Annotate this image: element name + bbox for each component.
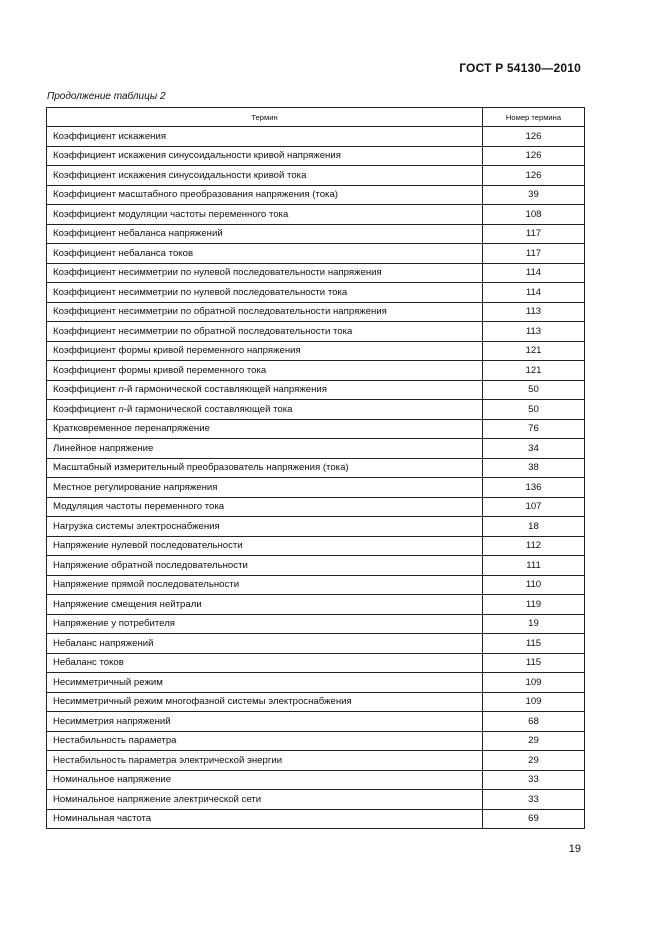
- term-number-cell: 113: [483, 302, 585, 322]
- term-number-cell: 117: [483, 244, 585, 264]
- table-row: [47, 439, 585, 459]
- terms-table: [46, 107, 585, 829]
- table-row: [47, 770, 585, 790]
- table-row: [47, 322, 585, 342]
- term-cell: Коэффициент несимметрии по нулевой последовательности тока: [47, 283, 483, 303]
- term-number-cell: 68: [483, 712, 585, 732]
- term-number-cell: 112: [483, 536, 585, 556]
- term-cell: Коэффициент искажения синусоидальности кривой тока: [47, 166, 483, 186]
- term-number-cell: 39: [483, 185, 585, 205]
- term-number-cell: 115: [483, 653, 585, 673]
- table-row: [47, 790, 585, 810]
- term-number-cell: 110: [483, 575, 585, 595]
- term-cell: Номинальное напряжение электрической сети: [47, 790, 483, 810]
- term-cell: Нестабильность параметра электрической энергии: [47, 751, 483, 771]
- term-cell: Нагрузка системы электроснабжения: [47, 517, 483, 537]
- term-number-cell: 126: [483, 146, 585, 166]
- term-number-cell: 136: [483, 478, 585, 498]
- term-number-cell: 121: [483, 341, 585, 361]
- term-cell: Коэффициент искажения синусоидальности кривой напряжения: [47, 146, 483, 166]
- term-cell: Коэффициент модуляции частоты переменного тока: [47, 205, 483, 225]
- term-number-cell: 119: [483, 595, 585, 615]
- term-number-cell: 114: [483, 283, 585, 303]
- term-number-cell: 115: [483, 634, 585, 654]
- table-row: [47, 146, 585, 166]
- table-row: [47, 419, 585, 439]
- term-cell: Коэффициент несимметрии по обратной последовательности тока: [47, 322, 483, 342]
- table-row: [47, 341, 585, 361]
- term-number-cell: 29: [483, 731, 585, 751]
- term-cell: Коэффициент несимметрии по нулевой последовательности напряжения: [47, 263, 483, 283]
- term-number-cell: 33: [483, 790, 585, 810]
- term-number-cell: 69: [483, 809, 585, 829]
- term-cell: Коэффициент масштабного преобразования напряжения (тока): [47, 185, 483, 205]
- term-number-cell: 29: [483, 751, 585, 771]
- term-number-cell: 109: [483, 692, 585, 712]
- term-cell: Несимметричный режим: [47, 673, 483, 693]
- table-row: [47, 653, 585, 673]
- term-cell: Коэффициент n-й гармонической составляющей тока: [47, 400, 483, 420]
- term-cell: Коэффициент небаланса напряжений: [47, 224, 483, 244]
- term-cell: Кратковременное перенапряжение: [47, 419, 483, 439]
- term-number-cell: 33: [483, 770, 585, 790]
- table-row: [47, 614, 585, 634]
- table-row: [47, 536, 585, 556]
- term-number-cell: 121: [483, 361, 585, 381]
- term-cell: Местное регулирование напряжения: [47, 478, 483, 498]
- table-row: [47, 185, 585, 205]
- table-row: [47, 244, 585, 264]
- table-row: [47, 361, 585, 381]
- table-row: [47, 263, 585, 283]
- term-number-cell: 111: [483, 556, 585, 576]
- table-row: [47, 166, 585, 186]
- header-term: Термин: [47, 108, 483, 127]
- table-row: [47, 751, 585, 771]
- term-cell: Коэффициент искажения: [47, 127, 483, 147]
- term-cell: Коэффициент небаланса токов: [47, 244, 483, 264]
- term-number-cell: 126: [483, 166, 585, 186]
- term-cell: Коэффициент формы кривой переменного напряжения: [47, 341, 483, 361]
- term-cell: Небаланс токов: [47, 653, 483, 673]
- table-row: [47, 400, 585, 420]
- term-cell: Напряжение обратной последовательности: [47, 556, 483, 576]
- table-row: [47, 478, 585, 498]
- term-number-cell: 50: [483, 380, 585, 400]
- header-number: Номер термина: [483, 108, 585, 127]
- table-row: [47, 224, 585, 244]
- term-number-cell: 117: [483, 224, 585, 244]
- table-row: [47, 380, 585, 400]
- term-cell: Нестабильность параметра: [47, 731, 483, 751]
- table-row: [47, 497, 585, 517]
- term-cell: Напряжение смещения нейтрали: [47, 595, 483, 615]
- term-cell: Коэффициент несимметрии по обратной последовательности напряжения: [47, 302, 483, 322]
- term-cell: Несимметричный режим многофазной системы электроснабжения: [47, 692, 483, 712]
- term-number-cell: 76: [483, 419, 585, 439]
- term-cell: Коэффициент n-й гармонической составляющей напряжения: [47, 380, 483, 400]
- table-row: [47, 595, 585, 615]
- table-row: [47, 731, 585, 751]
- table-row: [47, 634, 585, 654]
- term-number-cell: 107: [483, 497, 585, 517]
- table-row: [47, 556, 585, 576]
- term-number-cell: 50: [483, 400, 585, 420]
- term-number-cell: 34: [483, 439, 585, 459]
- term-number-cell: 109: [483, 673, 585, 693]
- table-row: [47, 302, 585, 322]
- term-cell: Номинальная частота: [47, 809, 483, 829]
- term-number-cell: 19: [483, 614, 585, 634]
- term-number-cell: 108: [483, 205, 585, 225]
- page-number: 19: [568, 843, 581, 855]
- table-row: [47, 517, 585, 537]
- term-number-cell: 113: [483, 322, 585, 342]
- term-cell: Масштабный измерительный преобразователь напряжения (тока): [47, 458, 483, 478]
- table-row: [47, 283, 585, 303]
- table-body: [47, 127, 585, 829]
- table-row: [47, 127, 585, 147]
- table-row: [47, 809, 585, 829]
- term-cell: Напряжение нулевой последовательности: [47, 536, 483, 556]
- term-number-cell: 38: [483, 458, 585, 478]
- term-cell: Линейное напряжение: [47, 439, 483, 459]
- table-header-row: [47, 108, 585, 127]
- term-cell: Несимметрия напряжений: [47, 712, 483, 732]
- term-number-cell: 18: [483, 517, 585, 537]
- table-row: [47, 712, 585, 732]
- table-row: [47, 458, 585, 478]
- term-cell: Напряжение прямой последовательности: [47, 575, 483, 595]
- term-cell: Напряжение у потребителя: [47, 614, 483, 634]
- table-row: [47, 692, 585, 712]
- term-cell: Номинальное напряжение: [47, 770, 483, 790]
- term-number-cell: 114: [483, 263, 585, 283]
- term-number-cell: 126: [483, 127, 585, 147]
- term-cell: Небаланс напряжений: [47, 634, 483, 654]
- table-row: [47, 575, 585, 595]
- table-row: [47, 673, 585, 693]
- table-row: [47, 205, 585, 225]
- term-cell: Коэффициент формы кривой переменного тока: [47, 361, 483, 381]
- table-caption: Продолжение таблицы 2: [47, 91, 166, 102]
- document-code: ГОСТ Р 54130—2010: [459, 61, 581, 75]
- term-cell: Модуляция частоты переменного тока: [47, 497, 483, 517]
